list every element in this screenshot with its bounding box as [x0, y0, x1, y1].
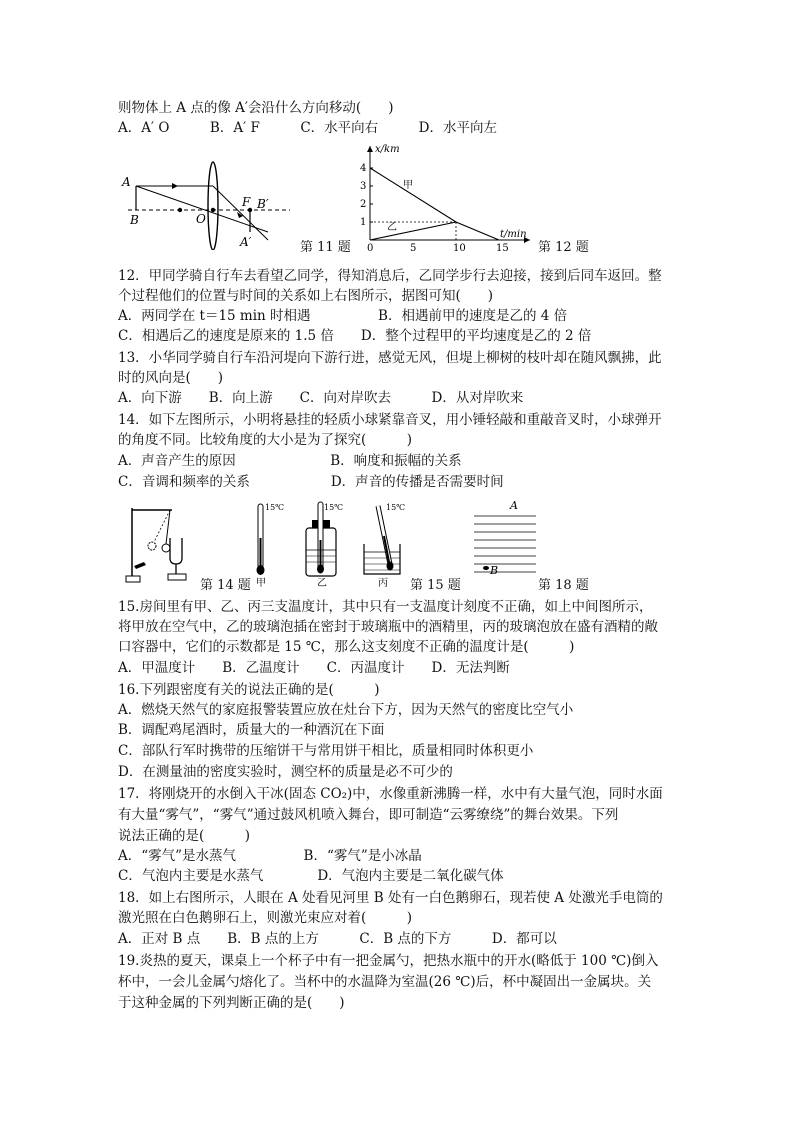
q14-opt-2: C．音调和频率的关系 D．声音的传播是否需要时间	[118, 474, 504, 490]
q15-stem-3: 口容器中，它们的示数都是 15 ℃，那么这支刻度不正确的温度计是( )	[118, 639, 575, 655]
x-tick-label: 0	[367, 243, 374, 252]
q16-stem: 16.下列跟密度有关的说法正确的是( )	[118, 682, 380, 698]
q14-stem-2: 的角度不同。比较角度的大小是为了探究( )	[118, 432, 413, 448]
svg-text:A′: A′	[240, 235, 252, 249]
svg-text:O: O	[196, 212, 206, 226]
q14-stem-1: 14．如下左图所示，小明将悬挂的轻质小球紧靠音叉，用小锤轻敲和重敲音叉时，小球弹开	[118, 412, 662, 428]
q11-options: A．A′ O B．A′ F C．水平向右 D．水平向左	[118, 120, 497, 136]
x-axis-label: t/min	[500, 229, 527, 240]
q17-stem-2: 有大量“雾气”，“雾气”通过鼓风机喷入舞台，即可制造“云雾缭绕”的舞台效果。下列	[118, 807, 619, 823]
q15-stem-2: 将甲放在空气中，乙的玻璃泡插在密封于玻璃瓶中的酒精里，丙的玻璃泡放在盛有酒精的敞	[118, 619, 658, 635]
q13-options: A．向下游 B．向上游 C．向对岸吹去 D．从对岸吹来	[118, 390, 524, 406]
therm-label-bing: 丙	[378, 578, 388, 589]
y-tick-label: 4	[360, 163, 367, 174]
q19-stem-3: 于这种金属的下列判断正确的是( )	[118, 995, 345, 1011]
q15-options: A．甲温度计 B．乙温度计 C．丙温度计 D．无法判断	[118, 660, 510, 676]
tuning-fork-diagram	[124, 502, 196, 586]
q16-opt-b: B．调配鸡尾酒时，质量大的一种酒沉在下面	[118, 722, 385, 738]
y-tick-label: 2	[360, 199, 367, 210]
q12-opt-1: A．两同学在 t＝15 min 时相遇 B．相遇前甲的速度是乙的 4 倍	[118, 308, 568, 324]
q16-opt-c: C．部队行军时携带的压缩饼干与常用饼干相比，质量相同时体积更小	[118, 743, 534, 759]
series-label-yi: 乙	[387, 222, 397, 233]
temp-label-jia: 15℃	[265, 503, 285, 512]
fig12-caption: 第 12 题	[538, 240, 589, 255]
q16-opt-d: D．在测量油的密度实验时，测空杯的质量是必不可少的	[118, 764, 453, 780]
therm-label-jia: 甲	[256, 578, 266, 589]
q14-opt-1: A．声音产生的原因 B．响度和振幅的关系	[118, 453, 462, 469]
q12-stem-1: 12．甲同学骑自行车去看望乙同学，得知消息后，乙同学步行去迎接，接到后同车返回。整	[118, 268, 662, 284]
lens-diagram	[118, 148, 298, 250]
point-b-label: B	[490, 564, 499, 577]
q13-stem-1: 13．小华同学骑自行车沿河堤向下游行进，感觉无风，但堤上柳树的枝叶却在随风飘拂，此	[118, 350, 662, 366]
q11-stem-tail: 则物体上 A 点的像 A′会沿什么方向移动( )	[118, 100, 394, 116]
x-tick-label: 15	[496, 243, 509, 252]
svg-text:A: A	[122, 175, 131, 189]
svg-text:B: B	[130, 213, 139, 227]
fig14-caption: 第 14 题	[200, 578, 251, 593]
y-tick-label: 1	[360, 217, 367, 228]
q17-opt-2: C．气泡内主要是水蒸气 D．气泡内主要是二氧化碳气体	[118, 868, 504, 884]
point-a-label: A	[510, 499, 518, 512]
q16-opt-a: A．燃烧天然气的家庭报警装置应放在灶台下方，因为天然气的密度比空气小	[118, 702, 574, 718]
series-line-yi	[370, 222, 456, 240]
q19-stem-1: 19.炎热的夏天，课桌上一个杯子中有一把金属勺，把热水瓶中的开水(略低于 100 ℃)倒入	[118, 953, 659, 969]
q19-stem-2: 杯中，一会儿金属勺熔化了。当杯中的水温降为室温(26 ℃)后，杯中凝固出一金属块。关	[118, 974, 652, 990]
q15-stem-1: 15.房间里有甲、乙、丙三支温度计，其中只有一支温度计刻度不正确，如上中间图所示，	[118, 599, 653, 615]
q17-stem-3: 说法正确的是( )	[118, 828, 251, 844]
q18-options: A．正对 B 点 B．B 点的上方 C．B 点的下方 D．都可以	[118, 931, 557, 947]
fig18-caption: 第 18 题	[538, 578, 589, 593]
fig11-caption: 第 11 题	[300, 240, 351, 255]
temp-label-yi: 15℃	[324, 503, 344, 512]
q18-stem-2: 激光照在白色鹅卵石上，则激光束应对着( )	[118, 910, 413, 926]
x-tick-label: 5	[410, 243, 417, 252]
q17-stem-1: 17．将刚烧开的水倒入干冰(固态 CO₂)中，水像重新沸腾一样，水中有大量气泡，同时水面	[118, 786, 663, 802]
series-label-jia: 甲	[403, 180, 413, 191]
temp-label-bing: 15℃	[386, 503, 406, 512]
svg-text:F: F	[242, 195, 251, 209]
fig15-caption: 第 15 题	[410, 578, 461, 593]
q13-stem-2: 时的风向是( )	[118, 370, 224, 386]
y-tick-label: 3	[360, 181, 367, 192]
q18-stem-1: 18．如上右图所示，人眼在 A 处看见河里 B 处有一白色鹅卵石，现若使 A 处激光手电筒的	[118, 890, 663, 906]
q12-opt-2: C．相遇后乙的速度是原来的 1.5 倍 D．整个过程甲的平均速度是乙的 2 倍	[118, 328, 592, 344]
thermometers-diagram	[240, 498, 412, 592]
y-axis-label: x/km	[375, 144, 400, 155]
xt-chart	[350, 140, 535, 252]
convex-lens	[208, 162, 218, 250]
therm-label-yi: 乙	[317, 578, 327, 589]
river-diagram	[470, 496, 540, 580]
q17-opt-1: A．“雾气”是水蒸气 B．“雾气”是小冰晶	[118, 848, 422, 864]
q12-stem-2: 个过程他们的位置与时间的关系如上右图所示，据图可知( )	[118, 288, 494, 304]
svg-text:B′: B′	[257, 197, 269, 211]
x-tick-label: 10	[453, 243, 466, 252]
